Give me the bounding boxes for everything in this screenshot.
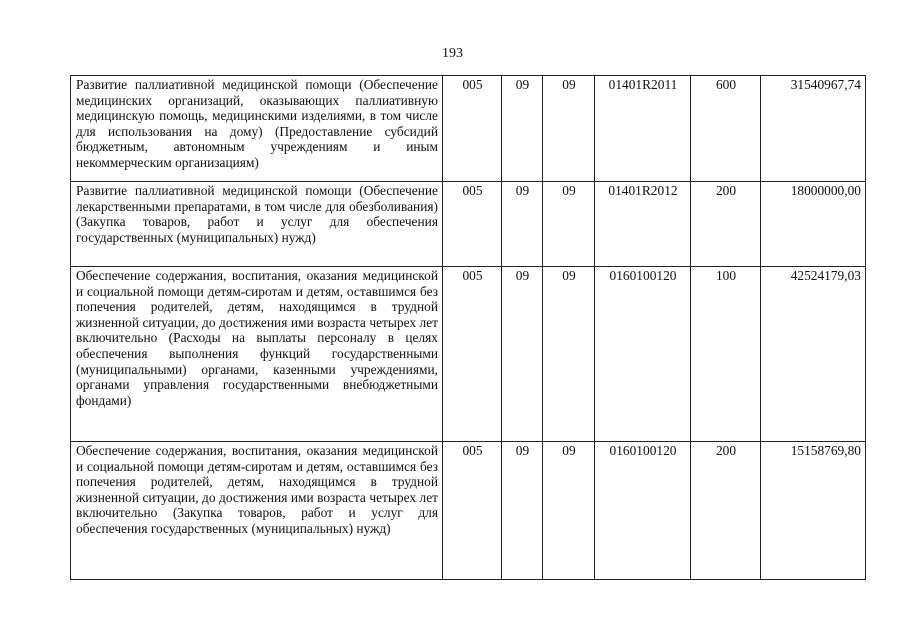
page-number: 193 <box>442 46 463 61</box>
row-description: Обеспечение содержания, воспитания, оказания медицинской и социальной помощи детям-сиротам и детям, оставшимся без попечения родителей, детям, находящимся в трудной жизненной ситуации, до достижения ими возраста четырех лет включительно (Расходы на выплаты персоналу в целях обеспечения выполнения функций государственными (муниципальными) органами, казенными учреждениями, органами управления государственными внебюджетными фондами) <box>71 267 443 442</box>
table-row <box>71 76 866 182</box>
target-article-code: 0160100120 <box>595 442 691 580</box>
subsection-code: 09 <box>543 267 595 442</box>
subsection-code: 09 <box>543 76 595 182</box>
expense-type-code: 600 <box>691 76 761 182</box>
ministry-code: 005 <box>443 76 502 182</box>
expense-type-code: 200 <box>691 182 761 267</box>
target-article-code: 01401R2011 <box>595 76 691 182</box>
budget-table <box>70 75 866 580</box>
target-article-code: 0160100120 <box>595 267 691 442</box>
ministry-code: 005 <box>443 442 502 580</box>
expense-type-code: 200 <box>691 442 761 580</box>
row-description: Развитие паллиативной медицинской помощи (Обеспечение медицинских организаций, оказывающих паллиативную медицинскую помощь, медицинскими изделиями, в том числе для использования на дому) (Предоставление субсидий бюджетным, автономным учреждениям и иным некоммерческим организациям) <box>71 76 443 182</box>
amount: 31540967,74 <box>761 76 866 182</box>
row-description: Развитие паллиативной медицинской помощи (Обеспечение лекарственными препаратами, в том числе для обезболивания) (Закупка товаров, работ и услуг для обеспечения государственных (муниципальных) нужд) <box>71 182 443 267</box>
expense-type-code: 100 <box>691 267 761 442</box>
subsection-code: 09 <box>543 182 595 267</box>
section-code: 09 <box>502 442 543 580</box>
section-code: 09 <box>502 76 543 182</box>
table-row <box>71 267 866 442</box>
subsection-code: 09 <box>543 442 595 580</box>
amount: 18000000,00 <box>761 182 866 267</box>
table-row <box>71 442 866 580</box>
section-code: 09 <box>502 182 543 267</box>
row-description: Обеспечение содержания, воспитания, оказания медицинской и социальной помощи детям-сиротам и детям, оставшимся без попечения родителей, детям, находящимся в трудной жизненной ситуации, до достижения ими возраста четырех лет включительно (Закупка товаров, работ и услуг для обеспечения государственных (муниципальных) нужд) <box>71 442 443 580</box>
amount: 42524179,03 <box>761 267 866 442</box>
amount: 15158769,80 <box>761 442 866 580</box>
ministry-code: 005 <box>443 267 502 442</box>
section-code: 09 <box>502 267 543 442</box>
table-row <box>71 182 866 267</box>
target-article-code: 01401R2012 <box>595 182 691 267</box>
ministry-code: 005 <box>443 182 502 267</box>
